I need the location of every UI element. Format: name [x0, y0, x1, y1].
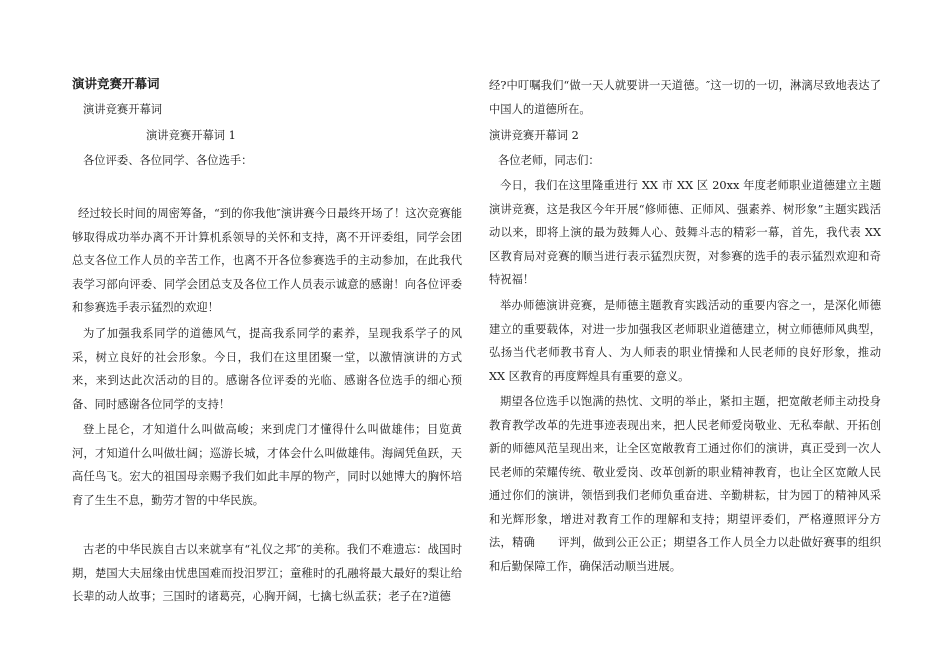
paragraph-4: 古老的中华民族自古以来就享有“礼仪之邦″的美称。我们不难遗忘：战国时期，楚国大夫屈缘由忧患国难而投汨罗江；童稚时的孔融将最大最好的梨让给长辈的动人故事；三国时的诸葛亮，心胸开阔，七擒七纵孟获；老子在?道德 [72, 543, 462, 603]
paragraph-6: 今日，我们在这里隆重进行 XX 市 XX 区 20xx 年度老师职业道德建立主题演讲竞赛，这是我区今年开展“修师德、正师风、强素养、树形象”主题实践活动以来，即将上演的最为鼓舞人心、鼓舞斗志的精彩一幕，首先，我代表 XX 区教育局对竞赛的顺当进行表示猛烈庆贺，对参赛的选手的表示猛烈欢迎和奇特祝福！ [489, 179, 881, 286]
document-title: 演讲竞赛开幕词 [72, 76, 160, 91]
section-1-heading: 演讲竞赛开幕词 1 [146, 129, 236, 142]
paragraph-7: 举办师德演讲竞赛，是师德主题教育实践活动的重要内容之一，是深化师德建立的重要载体，对进一步加强我区老师职业道德建立，树立师德师风典型，弘扬当代老师教书育人、为人师表的职业情操和人民老师的良好形象，推动 XX 区教育的再度辉煌具有重要的意义。 [489, 299, 881, 383]
paragraph-3: 登上昆仑，才知道什么叫做高峻；来到虎门才懂得什么叫做雄伟；目览黄河，才知道什么叫做壮阔；巡游长城，才体会什么叫做雄伟。海阔凭鱼跃，天高任鸟飞。宏大的祖国母亲赐予我们如此丰厚的物产，同时以她博大的胸怀培育了生生不息，勤劳才智的中华民族。 [72, 423, 462, 507]
document-subtitle: 演讲竞赛开幕词 [83, 103, 163, 116]
paragraph-2: 为了加强我系同学的道德风气，提高我系同学的素养，呈现我系学子的风采，树立良好的社会形象。今日，我们在这里团聚一堂，以激情演讲的方式来，来到达此次活动的目的。感谢各位评委的光临、感谢各位选手的细心预备、同时感谢各位同学的支持！ [72, 327, 462, 411]
greeting-1: 各位评委、各位同学、各位选手： [83, 154, 253, 167]
paragraph-5: 经?中叮嘱我们“做一天人就要讲一天道德。″这一切的一切，淋漓尽致地表达了中国人的道德所在。 [489, 79, 881, 116]
paragraph-1: 经过较长时间的周密筹备，“到的你我他″演讲赛今日最终开场了！这次竞赛能够取得成功举办离不开计算机系领导的关怀和支持，离不开评委组，同学会团总支各位工作人员的辛苦工作，也离不开各位参赛选手的主动参加，在此我代表学习部向评委、同学会团总支及各位工作人员表示诚意的感谢！向各位评委和参赛选手表示猛烈的欢迎！ [72, 207, 462, 314]
section-2-heading: 演讲竞赛开幕词 2 [489, 129, 579, 142]
greeting-2: 各位老师，同志们： [498, 154, 600, 167]
paragraph-8: 期望各位选手以饱满的热忱、文明的举止，紧扣主题，把宽敞老师主动投身教育教学改革的先进事迹表现出来，把人民老师爱岗敬业、无私奉献、开拓创新的师德风范呈现出来，让全区宽敞教育工通过你们的演讲，真正受到一次人民老师的荣耀传统、敬业爱岗、改革创新的职业精神教育，也让全区宽敞人民通过你们的演讲，领悟到我们老师负重奋进、辛勤耕耘，甘为园丁的精神风采和光辉形象，增进对教育工作的理解和支持；期望评委们，严格遵照评分方法，精确 评判，做到公正公正；期望各工作人员全力以赴做好赛事的组织和后勤保障工作，确保活动顺当进展。 [489, 395, 881, 573]
